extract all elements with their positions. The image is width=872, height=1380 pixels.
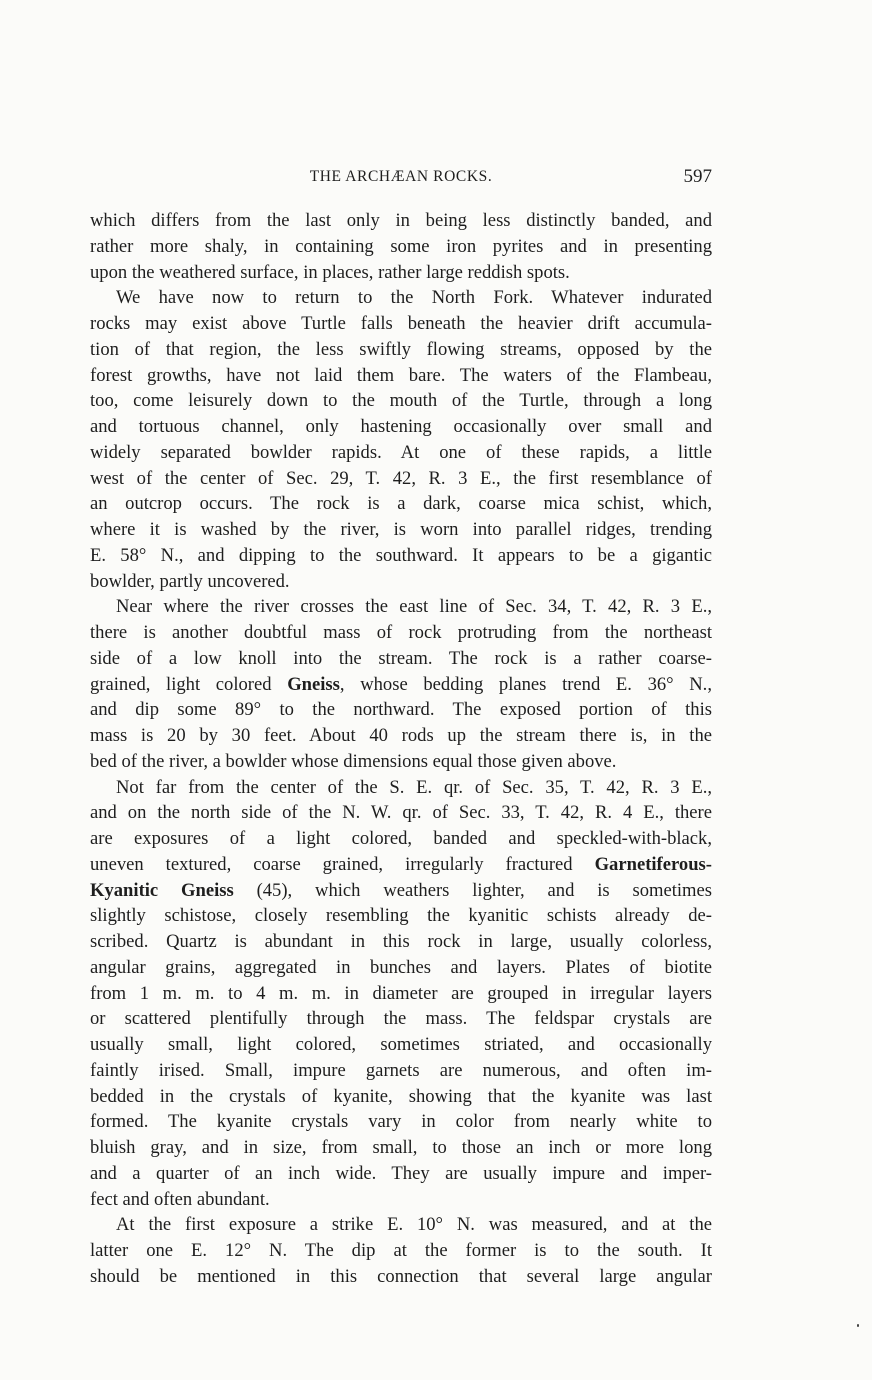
text-line: which differs from the last only in being less distinctly banded, and: [90, 210, 712, 231]
paragraph: [90, 285, 712, 594]
text-line: angular grains, aggregated in bunches and layers. Plates of biotite: [90, 956, 712, 978]
text-line: too, come leisurely down to the mouth of the Turtle, through a long: [90, 390, 712, 412]
text-line: Not far from the center of the S. E. qr. of Sec. 35, T. 42, R. 3 E.,: [116, 776, 712, 798]
text-line: west of the center of Sec. 29, T. 42, R. 3 E., the first resemblance of: [90, 467, 712, 489]
text-line: Near where the river crosses the east line of Sec. 34, T. 42, R. 3 E.,: [116, 596, 712, 618]
text-line: or scattered plentifully through the mass. The feldspar crystals are: [90, 1008, 712, 1030]
text-line: widely separated bowlder rapids. At one of these rapids, a little: [90, 441, 712, 463]
text-line: and tortuous channel, only hastening occasionally over small and: [90, 416, 712, 437]
text-line: latter one E. 12° N. The dip at the former is to the south. It: [90, 1240, 712, 1261]
paragraph: [90, 775, 712, 1213]
text-line: and dip some 89° to the northward. The exposed portion of this: [90, 699, 712, 721]
rock-name-bold: Garnetiferous-: [594, 853, 712, 875]
text-line: [90, 672, 712, 698]
text-line: [90, 878, 712, 904]
running-title: THE ARCHÆAN ROCKS.: [309, 168, 493, 185]
paragraph: [90, 1212, 712, 1289]
text-line: forest growths, have not laid them bare. The waters of the Flambeau,: [90, 364, 712, 386]
text-line: At the first exposure a strike E. 10° N. was measured, and at the: [116, 1214, 712, 1236]
running-head: [90, 168, 712, 192]
text-line: upon the weathered surface, in places, rather large reddish spots.: [90, 261, 570, 283]
text-line: [90, 852, 712, 878]
text-line: rocks may exist above Turtle falls beneath the heavier drift accumula-: [90, 313, 712, 334]
text-line: an outcrop occurs. The rock is a dark, coarse mica schist, which,: [90, 493, 712, 515]
text-line: and on the north side of the N. W. qr. of Sec. 33, T. 42, R. 4 E., there: [90, 802, 712, 824]
text-line: mass is 20 by 30 feet. About 40 rods up the stream there is, in the: [90, 725, 712, 746]
text-line: fect and often abundant.: [90, 1188, 270, 1210]
paragraph: [90, 594, 712, 774]
text-line: bluish gray, and in size, from small, to those an inch or more long: [90, 1137, 712, 1158]
text-line: We have now to return to the North Fork. Whatever indurated: [116, 287, 712, 309]
text-line: formed. The kyanite crystals vary in color from nearly white to: [90, 1111, 712, 1133]
text-line: E. 58° N., and dipping to the southward. It appears to be a gigantic: [90, 544, 712, 566]
text-line: bowlder, partly uncovered.: [90, 570, 290, 592]
text-line: tion of that region, the less swiftly flowing streams, opposed by the: [90, 338, 712, 360]
text-line: slightly schistose, closely resembling the kyanitic schists already de-: [90, 905, 712, 927]
text-line: and a quarter of an inch wide. They are usually impure and imper-: [90, 1162, 712, 1184]
text-line: faintly irised. Small, impure garnets are numerous, and often im-: [90, 1059, 712, 1081]
rock-name-bold: Gneiss: [287, 673, 340, 695]
text-line: side of a low knoll into the stream. The rock is a rather coarse-: [90, 647, 712, 669]
text-line: bed of the river, a bowlder whose dimensions equal those given above.: [90, 750, 617, 772]
text-line: scribed. Quartz is abundant in this rock in large, usually colorless,: [90, 931, 712, 952]
text-segment: , whose bedding planes trend E. 36° N.,: [339, 673, 712, 695]
text-line: usually small, light colored, sometimes striated, and occasionally: [90, 1034, 712, 1055]
paragraph: [90, 208, 712, 285]
text-segment: (45), which weathers lighter, and is sometimes: [233, 879, 712, 901]
text-line: bedded in the crystals of kyanite, showing that the kyanite was last: [90, 1085, 712, 1107]
text-line: rather more shaly, in containing some iron pyrites and in presenting: [90, 235, 712, 257]
text-line: where it is washed by the river, is worn into parallel ridges, trending: [90, 519, 712, 540]
text-line: are exposures of a light colored, banded and speckled-with-black,: [90, 828, 712, 849]
text-segment: uneven textured, coarse grained, irregularly fractured: [90, 853, 595, 875]
body-text: [90, 208, 712, 1290]
page-number: 597: [683, 166, 712, 187]
text-line: there is another doubtful mass of rock protruding from the northeast: [90, 622, 712, 643]
text-segment: grained, light colored: [90, 673, 288, 695]
margin-speck: [857, 1324, 859, 1327]
text-line: should be mentioned in this connection that several large angular: [90, 1265, 712, 1287]
rock-name-bold: Kyanitic Gneiss: [90, 879, 234, 901]
text-line: from 1 m. m. to 4 m. m. in diameter are grouped in irregular layers: [90, 982, 712, 1004]
